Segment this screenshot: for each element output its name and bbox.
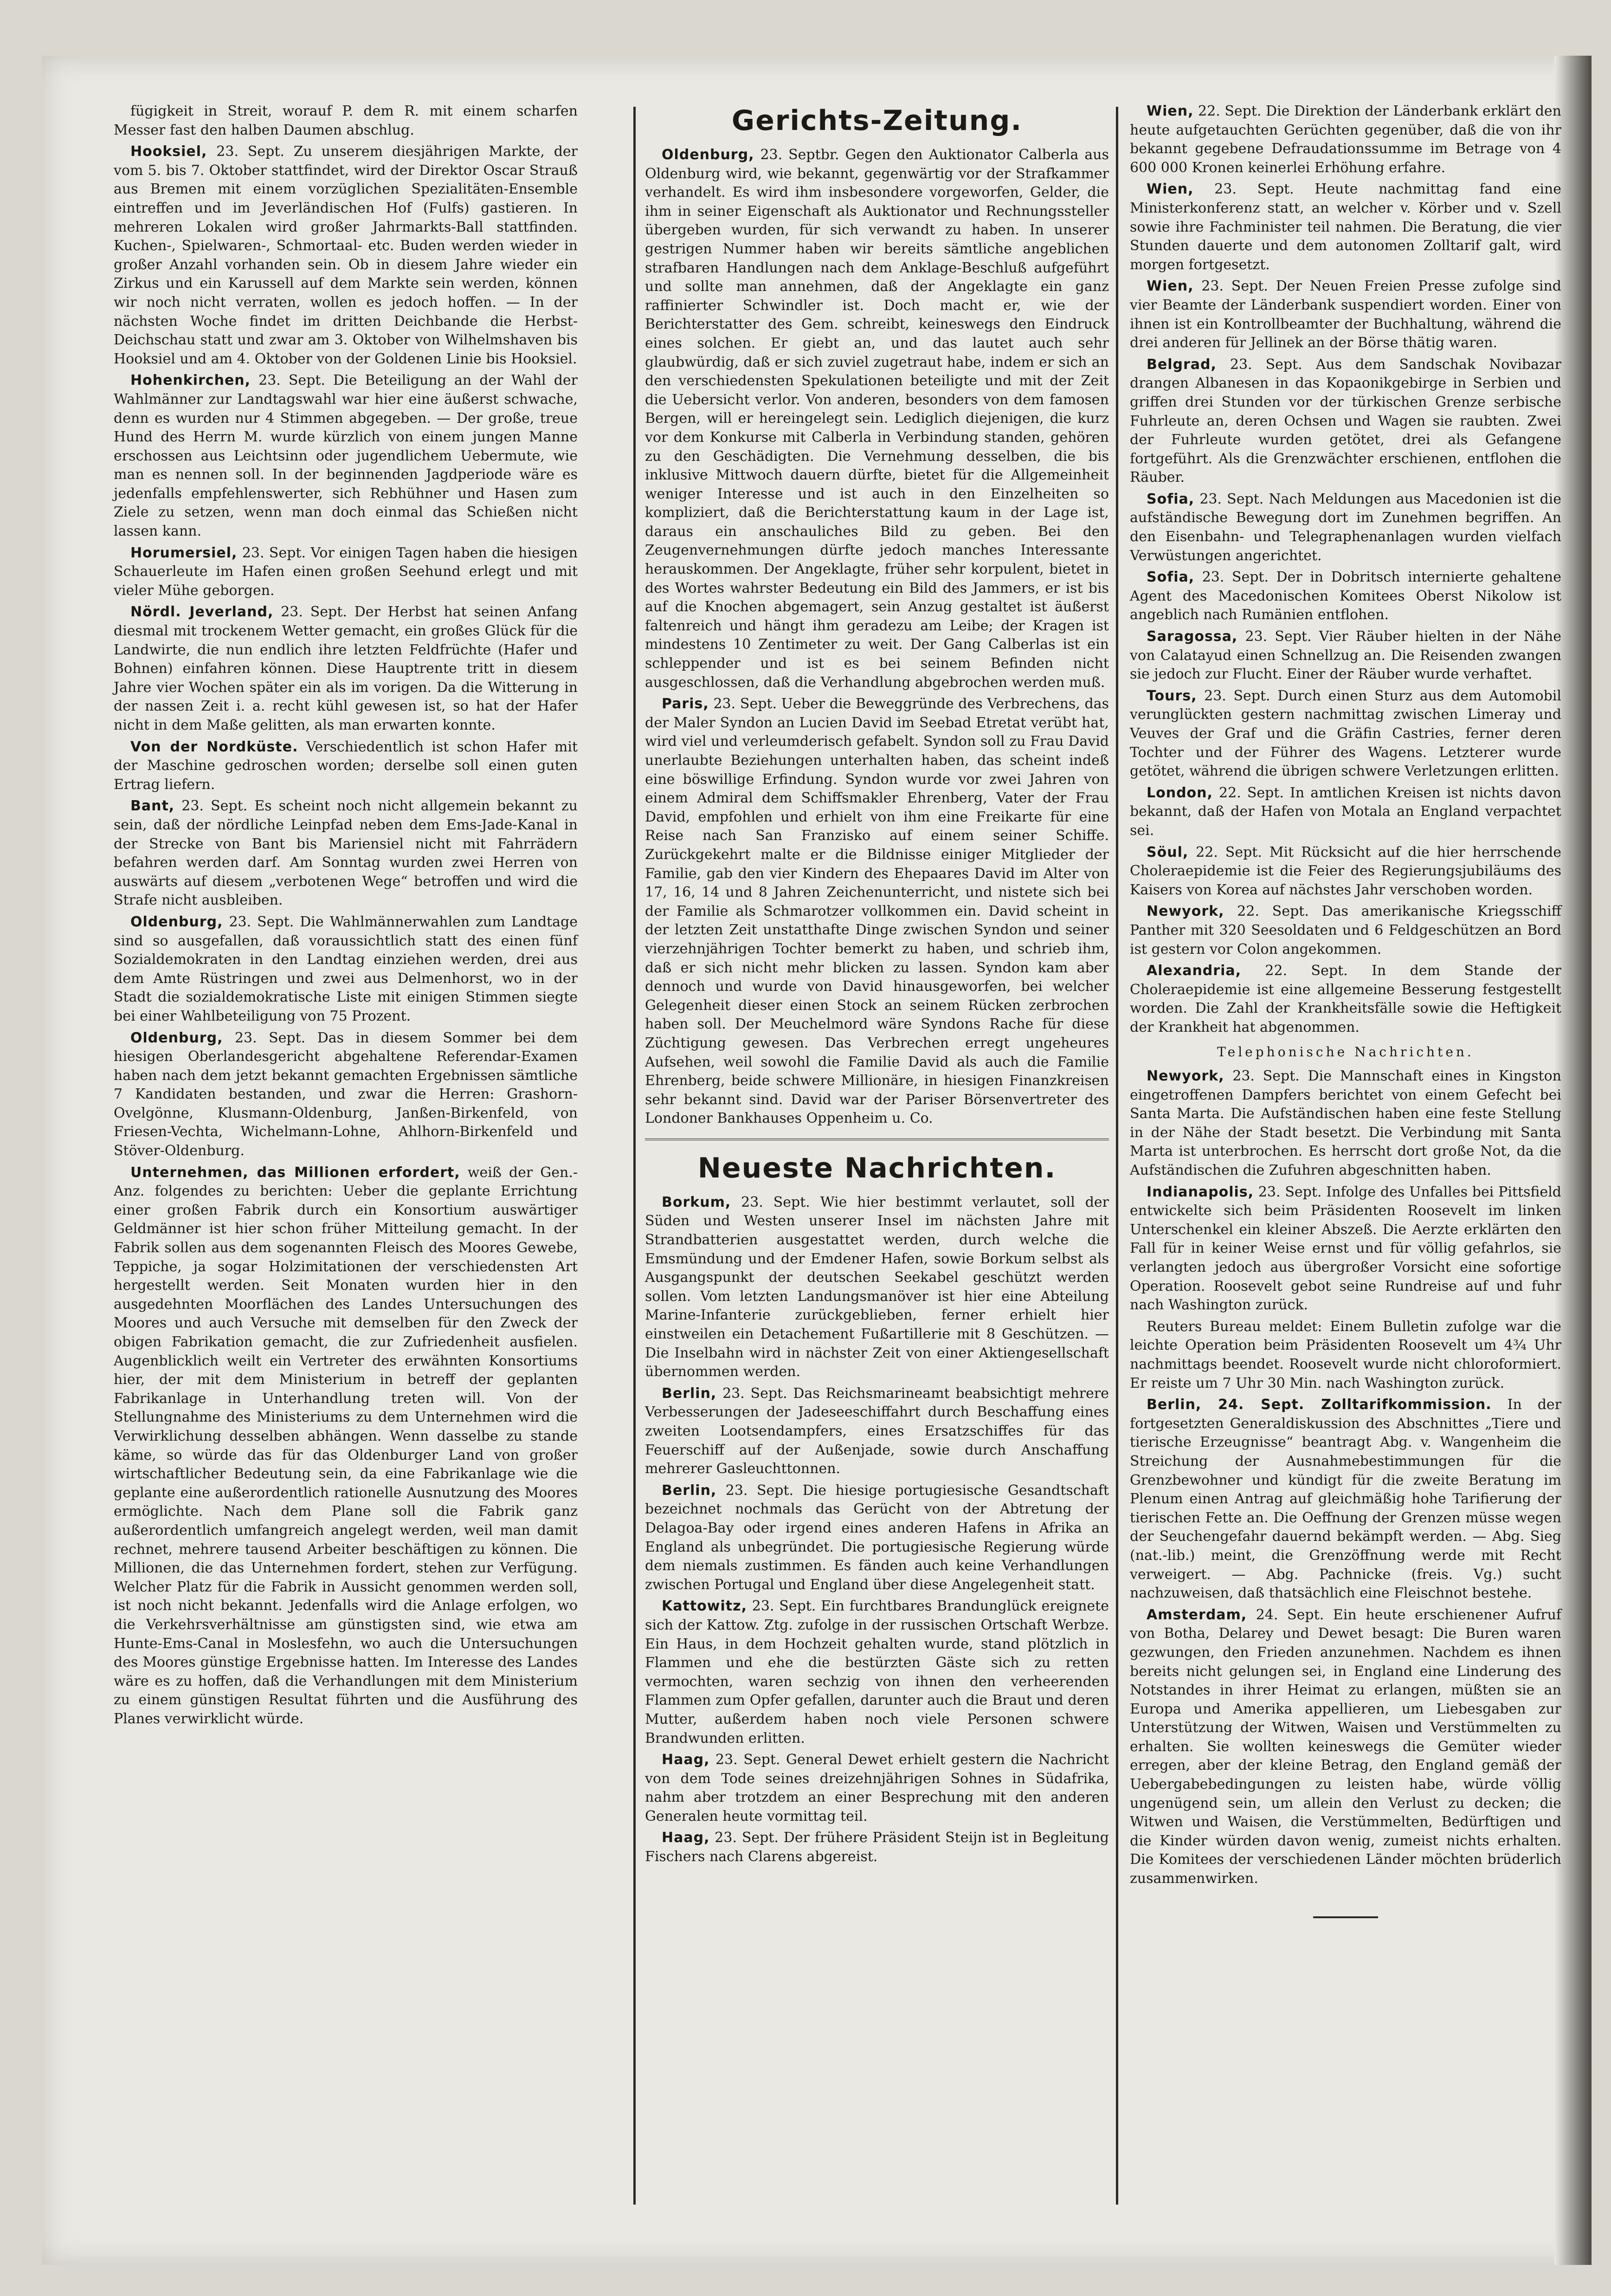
dateline: Söul, <box>1147 844 1189 860</box>
news-text: 24. Sept. Ein heute erschienener Aufruf von Botha, Delarey und Dewet besagt: Die Buren waren gezwungen, den Frieden anzunehmen. Nachdem es ihnen bereits nicht gelungen sei, in England eine Linderung des Notstandes in ihrer Heimat zu erlangen, müßten sie an Europa und Amerika appellieren, um Liebesgaben zur Unterstützung der Witwen, Waisen und Verstümmelten zu erhalten. Sie wollten keineswegs die Gemüter wieder erregen, aber der kleine Betrag, den England gemäß der Uebergabebedingungen zu leisten habe, würde völlig ungenügend sein, um allein den Verlust zu decken; die Witwen und Waisen, die Verstümmelten, Bedürftigen und die Kinder würden davon wenig, zumeist nichts erhalten. Die Komitees der verschiedenen Länder möchten brüderlich zusammenwirken. <box>1130 1606 1561 1887</box>
dateline: Oldenburg, <box>662 147 754 163</box>
dateline: Berlin, 24. Sept. Zolltarifkommission. <box>1147 1397 1492 1413</box>
news-text: 23. Sept. Aus dem Sandschak Novibazar drangen Albanesen in das Kopaonikgebirge in Serbien und griffen drei Stunden vor der türkischen Grenze serbische Fuhrleute an, deren Ochsen und Wagen sie raubten. Zwei der Fuhrleute wurden getötet, drei als Gefangene fortgeführt. Als die Grenzwächter erschienen, entflohen die Räuber. <box>1130 356 1561 486</box>
news-item <box>1130 1183 1561 1315</box>
news-item <box>1130 356 1561 487</box>
news-item <box>1130 843 1561 900</box>
news-text: 23. Sept. Ein furchtbares Brandunglück ereignete sich der Kattow. Ztg. zufolge in der russischen Ortschaft Werbze. Ein Haus, in dem Hochzeit gehalten wurde, stand plötzlich in Flammen und ehe die bestürzten Gäste sich zu retten vermochten, waren sechzig von ihnen den verheerenden Flammen zum Opfer gefallen, darunter auch die Braut und deren Mutter, außerdem haben noch viele Personen schwere Brandwunden erlitten. <box>645 1598 1109 1746</box>
news-item <box>1130 1067 1561 1180</box>
news-item <box>1130 1606 1561 1889</box>
news-item <box>114 797 578 910</box>
news-text: 23. Sept. Zu unserem diesjährigen Markte, der vom 5. bis 7. Oktober stattfindet, wird der Direktor Oscar Strauß aus Bremen mit einem vorzüglichen Spezialitäten-Ensemble eintreffen und im Jeverländischen Hof (Fulfs) gastieren. In mehreren Lokalen wird großer Jahrmarkts-Ball stattfinden. Kuchen-, Spielwaren-, Schmortaal- etc. Buden werden wieder in großer Anzahl vorhanden sein. Ob in diesem Jahre wieder ein Zirkus und ein Karussell auf dem Markte sein werden, können wir noch nicht verraten, wollen es jedoch hoffen. — In der nächsten Woche findet im dritten Deichbande die Herbst-Deichschau statt und zwar am 3. Oktober von Wilhelmshaven bis Hooksiel und am 4. Oktober von der Goldenen Linie bis Hooksiel. <box>114 143 578 367</box>
news-item <box>645 695 1109 1128</box>
news-text: 23. Sept. Heute nachmittag fand eine Ministerkonferenz statt, an welcher v. Körber und v. Szell sowie ihre Fachminister teil nahmen. Die Beratung, die vier Stunden dauerte und dem autonomen Zolltarif galt, wird morgen fortgesetzt. <box>1130 181 1561 273</box>
news-item <box>1130 687 1561 781</box>
news-text: 23. Sept. Es scheint noch nicht allgemein bekannt zu sein, daß der nördliche Leinpfad neben dem Ems-Jade-Kanal in der Strecke von Bant bis Mariensiel nicht mit Fahrrädern befahren werden darf. Am Sonntag wurden zwei Herren von auswärts auf diesem „verbotenen Wege“ betroffen und wird die Strafe nicht ausbleiben. <box>114 798 578 909</box>
news-item <box>1130 784 1561 841</box>
dateline: Berlin, <box>662 1385 717 1402</box>
news-text: Verschiedentlich ist schon Hafer mit der Maschine gedroschen worden; derselbe soll einen guten Ertrag liefern. <box>114 738 578 793</box>
news-text: 22. Sept. Die Direktion der Länderbank erklärt den heute aufgetauchten Gerüchten gegenüber, daß die von ihr bekannt gegebene Defraudationssumme im Betrage von 4 600 000 Kronen keinerlei Erhöhung erfahre. <box>1130 103 1561 176</box>
dateline: Paris, <box>662 696 709 712</box>
news-text: 22. Sept. In amtlichen Kreisen ist nichts davon bekannt, daß der Hafen von Motala an England verpachtet sei. <box>1130 784 1561 839</box>
news-text: 23. Sept. Der in Dobritsch internierte gehaltene Agent des Macedonischen Komitees Oberst Nikolow ist angeblich nach Rumänien entflohen. <box>1130 569 1561 623</box>
column-middle <box>645 102 1109 1869</box>
dateline: Wien, <box>1147 181 1194 198</box>
news-item <box>645 1384 1109 1479</box>
news-item <box>114 1029 578 1161</box>
dateline: Indianapolis, <box>1147 1184 1254 1200</box>
dateline: Wien, <box>1147 103 1194 119</box>
dateline: Wien, <box>1147 278 1194 295</box>
dateline: Berlin, <box>662 1482 717 1499</box>
news-text: 23. Sept. General Dewet erhielt gestern die Nachricht von dem Tode seines dreizehnjährigen Sohnes in Südafrika, nahm aber trotzdem an einer Besprechung mit den anderen Generalen heute vormittag teil. <box>645 1752 1109 1824</box>
news-text: 23. Sept. Vier Räuber hielten in der Nähe von Calatayud einen Schnellzug an. Die Reisenden zwangen sie jedoch zur Flucht. Einer der Räuber wurde verhaftet. <box>1130 628 1561 683</box>
news-text: In der fortgesetzten Generaldiskussion des Abschnittes „Tiere und tierische Erzeugnisse“ beantragt Abg. v. Wangenheim die Streichung der Ausnahmebestimmungen für die Grenzbewohner und kündigt für die zweite Beratung im Plenum einen Antrag auf gleichmäßig hohe Tarifierung der tierischen Fette an. Die Oeffnung der Grenzen müsse wegen der Seuchengefahr dauernd bekämpft werden. — Abg. Sieg (nat.-lib.) meint, die Grenzöffnung werde mit Recht verweigert. — Abg. Pachnicke (freis. Vg.) sucht nachzuweisen, daß thatsächlich eine Fleischnot bestehe. <box>1130 1397 1561 1602</box>
news-text: 23. Sept. Die Mannschaft eines in Kingston eingetroffenen Dampfers berichtet von einem Gefecht bei Santa Marta. Die Aufständischen haben eine feste Stellung in der Nähe der Stadt besetzt. Die Verbindung mit Santa Marta ist unterbrochen. Es herrscht dort große Not, da die Aufständischen die Zufuhren abgeschnitten haben. <box>1130 1068 1561 1179</box>
news-text: 23. Sept. Die Beteiligung an der Wahl der Wahlmänner zur Landtagswahl war hier eine äußerst schwache, denn es wurden nur 4 Stimmen abgegeben. — Der große, treue Hund des Herrn M. wurde kürzlich von einem jungen Manne erschossen aus Leichtsinn oder jugendlichem Uebermute, wie man es nennen soll. In der beginnenden Jagdperiode wäre es jedenfalls empfehlenswerter, sich Rebhühner und Hasen zum Ziele zu setzen, wenn man doch einmal das Schießen nicht lassen kann. <box>114 372 578 540</box>
dateline: Bant, <box>130 798 175 815</box>
news-text: 23. Sept. Wie hier bestimmt verlautet, soll der Süden und Westen unserer Insel im nächsten Jahre mit Strandbatterien ausgestattet werden, durch welche die Emsmündung und der Emdener Hafen, sowie Borkum selbst als Ausgangspunkt der deutschen Seekabel geschützt werden sollen. Vom letzten Landungsmanöver ist hier eine Abteilung Marine-Infanterie zurückgeblieben, ferner erhielt hier einstweilen ein Detachement Fußartillerie mit 8 Geschützen. — Die Inselbahn wird in nächster Zeit von einer Aktiengesellschaft übernommen werden. <box>645 1194 1109 1380</box>
news-text: 23. Sept. Durch einen Sturz aus dem Automobil verunglückten gestern nachmittag zwischen Limeray und Veuves der Graf und die Gräfin Castries, ferner deren Tochter und der Führer des Wagens. Letzterer wurde getötet, während die übrigen schwere Verletzungen erlitten. <box>1130 687 1561 780</box>
news-text: 23. Sept. Der Neuen Freien Presse zufolge sind vier Beamte der Länderbank suspendiert worden. Einer von ihnen ist ein Kontrollbeamter der Buchhaltung, während die drei anderen für Jellinek an der Börse thätig waren. <box>1130 278 1561 351</box>
telephone-news-list <box>1130 1067 1561 1889</box>
dateline: Sofia, <box>1147 491 1195 507</box>
news-text: 23. Sept. Der Herbst hat seinen Anfang diesmal mit trockenem Wetter gemacht, ein großes Glück für die Landwirte, die nun endlich ihre letzten Feldfrüchte (Hafer und Bohnen) einfahren können. Diese Hauptrente tritt in diesem Jahre vier Wochen später ein als im vorigen. Da die Witterung in der nassen Zeit i. a. recht kühl gewesen ist, so hat der Hafer nicht in dem Maße gelitten, als man erwarten konnte. <box>114 604 578 733</box>
dateline: Borkum, <box>662 1194 731 1210</box>
news-text: 23. Sept. Nach Meldungen aus Macedonien ist die aufständische Bewegung dort im Zunehmen begriffen. An den Eisenbahn- und Telegraphenanlagen wurden vielfach Verwüstungen angerichtet. <box>1130 491 1561 564</box>
news-text: fügigkeit in Streit, worauf P. dem R. mit einem scharfen Messer fast den halben Daumen abschlug. <box>114 103 578 138</box>
news-text: 22. Sept. Das amerikanische Kriegsschiff Panther mit 320 Seesoldaten und 6 Feldgeschützen an Bord ist gestern vor Colon angekommen. <box>1130 903 1561 957</box>
news-text: 22. Sept. Mit Rücksicht auf die hier herrschende Choleraepidemie ist die Feier des Regierungsjubiläums des Kaisers von Korea auf nächstes Jahr verschoben worden. <box>1130 844 1561 898</box>
news-text: weiß der Gen.-Anz. folgendes zu berichten: Ueber die geplante Errichtung einer großen Fabrik durch ein Konsortium auswärtiger Geldmänner ist hier schon früher Mitteilung gemacht. In der Fabrik sollen aus dem sogenannten Fleisch des Moores Gewebe, Teppiche, ja sogar Holzimitationen der verschiedensten Art hergestellt werden. Seit Monaten wurden hier in den ausgedehnten Moorflächen des Landes Untersuchungen des Moores und auch Versuche mit demselben für den Zweck der obigen Fabrikation gemacht, die zur Zufriedenheit ausfielen. Augenblicklich weilt ein Vertreter des erwähnten Konsortiums hier, der mit dem Ministerium in betreff der geplanten Fabrikanlage in Unterhandlung treten will. Von der Stellungnahme des Ministeriums zu dem Unternehmen wird die Verwirklichung desselben abhängen. Wenn dasselbe zu stande käme, so würde das für das Oldenburger Land von großer wirtschaftlicher Bedeutung sein, da eine Fabrikanlage wie die geplante eine außerordentlich rationelle Ausnutzung des Moores ermöglichte. Nach dem Plane soll die Fabrik ganz außerordentlich umfangreich angelegt werden, weil man damit rechnet, mehrere tausend Arbeiter beschäftigen zu können. Die Millionen, die das Unternehmen fordert, stehen zur Verfügung. Welcher Platz für die Fabrik in Aussicht genommen werden soll, ist noch nicht bekannt. Jedenfalls wird die Anlage erfolgen, wo die Verkehrsverhältnisse am günstigsten sind, wie etwa am Hunte-Ems-Canal in Moslesfehn, wo auch die Untersuchungen des Moores günstige Ergebnisse hatten. Im Interesse des Landes wäre es zu hoffen, daß die Verhandlungen mit dem Ministerium zu einem günstigen Resultat führten und die Ausführung des Planes verwirklicht würde. <box>114 1164 578 1727</box>
news-text: 23. Septbr. Gegen den Auktionator Calberla aus Oldenburg wird, wie bekannt, gegenwärtig vor der Strafkammer verhandelt. Es wird ihm insbesondere vorgeworfen, Gelder, die ihm in seiner Eigenschaft als Auktionator und Rechnungssteller übergeben wurden, für sich verwandt zu haben. In unserer gestrigen Nummer haben wir bereits sämtliche angeblichen strafbaren Handlungen nach dem Anklage-Beschluß aufgeführt und sollte man annehmen, daß der Angeklagte ein ganz raffinierter Schwindler ist. Doch macht er, wie der Berichterstatter des Gem. schreibt, keineswegs den Eindruck eines solchen. Er giebt an, und das lautet auch sehr glaubwürdig, daß er sich zuviel zugetraut habe, indem er sich an den verschiedensten Spekulationen beteiligte und mit der Zeit die Uebersicht verlor. Von anderen, besonders von dem famosen Bergen, will er hereingelegt sein. Lediglich diejenigen, die kurz vor dem Konkurse mit Calberla in Verbindung standen, gehören zu den Geschädigten. Die Vernehmung desselben, die bis inklusive Mittwoch dauern dürfte, bietet für die Allgemeinheit weniger Interesse und ist auch in den Einzelheiten so kompliziert, daß die Berichterstattung kaum in der Lage ist, daraus ein anschauliches Bild zu geben. Bei den Zeugenvernehmungen dürfte jedoch manches Interessante herauskommen. Der Angeklagte, früher sehr korpulent, bietet in des Wortes wahrster Bedeutung ein Bild des Jammers, er ist bis auf die Knochen abgemagert, sein Anzug gestaltet ist äußerst faltenreich und hängt ihm geradezu am Leibe; der Kragen ist mindestens 10 Zentimeter zu weit. Der Gang Calberlas ist ein schleppender und ist es bei seinem Befinden nicht ausgeschlossen, daß die Verhandlung abgebrochen werden muß. <box>645 147 1109 691</box>
news-item <box>114 738 578 795</box>
news-item <box>114 371 578 541</box>
dateline: Amsterdam, <box>1147 1606 1247 1623</box>
news-item <box>1130 627 1561 684</box>
end-rule <box>1313 1916 1378 1918</box>
news-item <box>1130 902 1561 959</box>
news-text: 23. Sept. Die Wahlmännerwahlen zum Landtage sind so ausgefallen, daß voraussichtlich statt des einen fünf Sozialdemokraten in den Landtag einziehen werden, drei aus dem Amte Rüstringen und zwei aus Delmenhorst, wo in der Stadt die sozialdemokratische Liste mit einigen Stimmen siegte bei einer Wahlbeteiligung von 75 Prozent. <box>114 913 578 1024</box>
dateline: London, <box>1147 784 1213 801</box>
news-item <box>645 146 1109 692</box>
news-item <box>645 1481 1109 1595</box>
news-item <box>114 603 578 735</box>
news-text: 23. Sept. Infolge des Unfalles bei Pittsfield entwickelte sich beim Präsidenten Roosevelt im linken Unterschenkel ein kleiner Abszeß. Die Aerzte erklärten den Fall für in keiner Weise ernst und für völlig gefahrlos, sie verlangten jedoch aus übergroßer Vorsicht eine sofortige Operation. Roosevelt gebot seine Rundreise auf und fuhr nach Washington zurück. <box>1130 1184 1561 1313</box>
dateline: Alexandria, <box>1147 963 1241 979</box>
news-text: 23. Sept. Der frühere Präsident Steijn ist in Begleitung Fischers nach Clarens abgereist. <box>645 1830 1109 1865</box>
dateline: Tours, <box>1147 687 1197 704</box>
dateline: Kattowitz, <box>662 1598 747 1615</box>
news-item <box>1130 568 1561 625</box>
news-item <box>645 1751 1109 1826</box>
news-item <box>1130 1318 1561 1393</box>
dateline: Sofia, <box>1147 569 1195 586</box>
news-text: 23. Sept. Das Reichsmarineamt beabsichtigt mehrere Verbesserungen der Jadeseeschiffahrt durch Beschaffung eines zweiten Lootsendampfers, eines Ersatzschiffes für das Feuerschiff auf der Außenjade, sowie durch Anschaffung mehrerer Gasleuchttonnen. <box>645 1385 1109 1477</box>
dateline: Hohenkirchen, <box>130 372 251 389</box>
section-heading-latest: Neueste Nachrichten. <box>645 1138 1109 1187</box>
dateline: Newyork, <box>1147 903 1224 920</box>
news-text: 23. Sept. Die hiesige portugiesische Gesandtschaft bezeichnet nochmals das Gerücht von der Abtretung der Delagoa-Bay oder irgend eines anderen Hafens in Afrika an England als unbegründet. Die portugiesische Regierung würde dem niemals zustimmen. Es fänden auch keine Verhandlungen zwischen Portugal und England über diese Angelegenheit statt. <box>645 1482 1109 1593</box>
section-heading-court: Gerichts-Zeitung. <box>731 104 1023 137</box>
news-text: Reuters Bureau meldet: Einem Bulletin zufolge war die leichte Operation beim Präsidenten Roosevelt um 4¾ Uhr nachmittags beendet. Roosevelt wurde nicht chloroformiert. Er reiste um 7 Uhr 30 Min. nach Washington zurück. <box>1130 1318 1561 1391</box>
news-item <box>645 1829 1109 1866</box>
dateline: Hooksiel, <box>130 143 207 160</box>
news-item <box>114 1164 578 1729</box>
news-item <box>1130 962 1561 1037</box>
latest-news-list <box>645 1193 1109 1867</box>
column-rule-right <box>1116 107 1118 2205</box>
column-left <box>114 102 578 1731</box>
news-item <box>645 1193 1109 1382</box>
news-item <box>645 1597 1109 1748</box>
dateline: Nördl. Jeverland, <box>130 604 274 621</box>
news-item <box>1130 490 1561 565</box>
foreign-news-list <box>1130 102 1561 1037</box>
court-news-list <box>645 146 1109 1128</box>
news-item <box>1130 1396 1561 1603</box>
news-text: 22. Sept. In dem Stande der Choleraepidemie ist eine allgemeine Besserung festgestellt worden. Die Zahl der Krankheitsfälle sowie die Heftigkeit der Krankheit hat abgenommen. <box>1130 963 1561 1035</box>
news-item <box>114 544 578 601</box>
news-item <box>1130 277 1561 352</box>
section-subheading-telephone: Telephonische Nachrichten. <box>1217 1044 1474 1060</box>
dateline: Newyork, <box>1147 1068 1224 1085</box>
dateline: Haag, <box>662 1752 710 1768</box>
news-text: 23. Sept. Vor einigen Tagen haben die hiesigen Schauerleute im Hafen einen großen Seehund erlegt und mit vieler Mühe geborgen. <box>114 544 578 599</box>
news-item <box>114 913 578 1026</box>
dateline: Belgrad, <box>1147 356 1217 373</box>
news-item <box>1130 180 1561 274</box>
news-text: 23. Sept. Das in diesem Sommer bei dem hiesigen Oberlandesgericht abgehaltene Referendar-Examen haben nach dem jetzt bekannt gemachten Ergebnissen sämtliche 7 Kandidaten bestanden, und zwar die Herren: Grashorn-Ovelgönne, Klusmann-Oldenburg, Janßen-Birkenfeld, von Friesen-Vechta, Wichelmann-Lohne, Ahlhorn-Birkenfeld und Stöver-Oldenburg. <box>114 1029 578 1159</box>
news-item <box>114 102 578 140</box>
dateline: Von der Nordküste. <box>130 738 298 755</box>
column-right <box>1130 102 1561 1918</box>
dateline: Unternehmen, das Millionen erfordert, <box>130 1164 460 1181</box>
dateline: Horumersiel, <box>130 544 238 561</box>
dateline: Haag, <box>662 1830 710 1846</box>
news-text: 23. Sept. Ueber die Beweggründe des Verbrechens, das der Maler Syndon an Lucien David im Seebad Etretat verübt hat, wird viel und verleumderisch gefabelt. Syndon soll zu Frau David unerlaubte Beziehungen unterhalten haben, das scheint indeß eine böswillige Erfindung. Syndon wurde vor zwei Jahren von einem Admiral dem Schiffsmakler Ehrenberg, Vater der Frau David, empfohlen und erhielt von ihm eine Freikarte für eine Reise nach San Franzisko auf einem seiner Schiffe. Zurückgekehrt malte er die Bildnisse einiger Mitglieder der Familie, gab den vier Kindern des Ehepaares David im Alter von 17, 16, 14 und 8 Jahren Zeichenunterricht, und nistete sich bei der Familie als Schmarotzer vollkommen ein. David scheint in der letzten Zeit unstatthafte Dinge zwischen Syndon und seiner vierzehnjährigen Tochter bemerkt zu haben, und schrieb ihm, daß er sich nicht mehr blicken zu lassen. Syndon kam aber dennoch und wurde von David hinausgeworfen, bei welcher Gelegenheit dieser einen Stock an seinem Rücken zerbrochen haben soll. Der Meuchelmord wäre Syndons Rache für diese Züchtigung gewesen. Das Verbrechen erregt ungeheures Aufsehen, weil sowohl die Familie David als auch die Familie Ehrenberg, beide schwere Millionäre, in hiesigen Finanzkreisen sehr bekannt sind. David war der Pariser Börsenvertreter des Londoner Bankhauses Oppenheim u. Co. <box>645 696 1109 1127</box>
dateline: Saragossa, <box>1147 628 1238 645</box>
news-item <box>114 142 578 369</box>
newspaper-page <box>42 56 1592 2265</box>
dateline: Oldenburg, <box>130 1029 223 1046</box>
news-item <box>1130 102 1561 177</box>
column-rule-left <box>633 107 636 2205</box>
dateline: Oldenburg, <box>130 913 223 930</box>
